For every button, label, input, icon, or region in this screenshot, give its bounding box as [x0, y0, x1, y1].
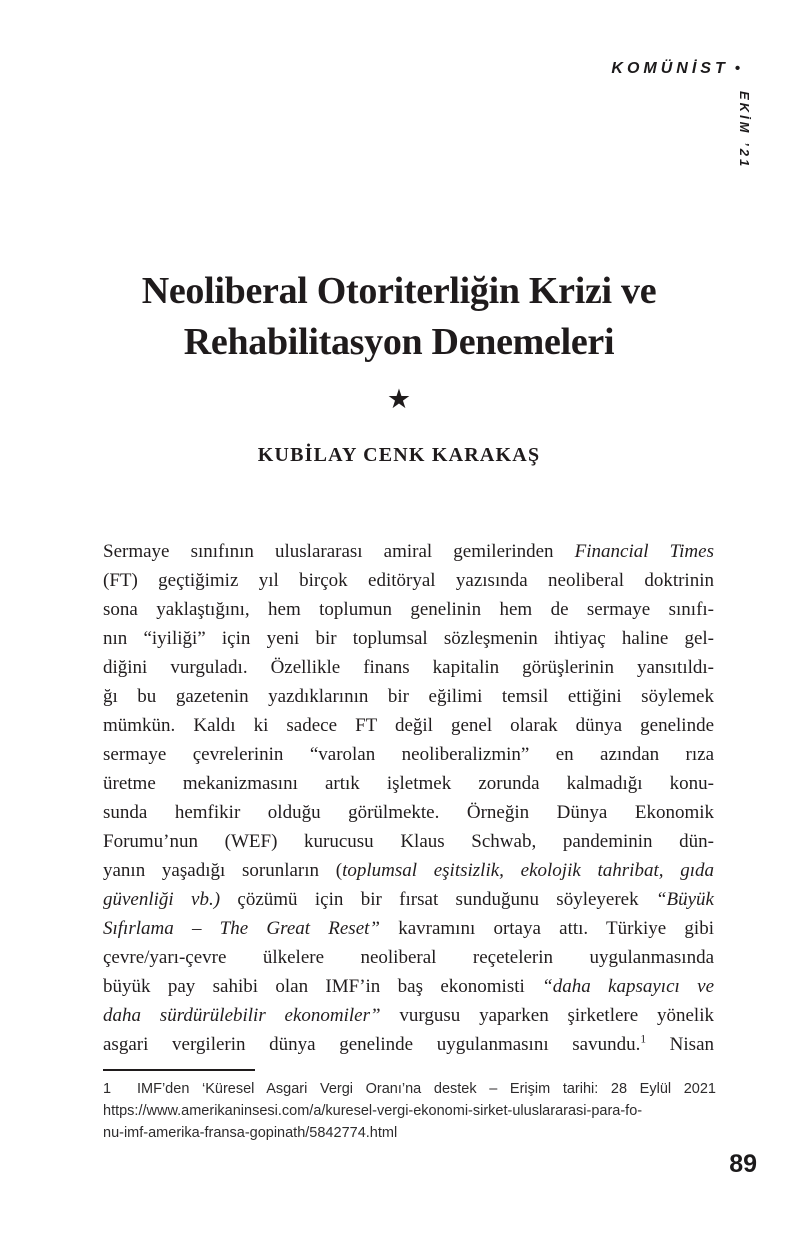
body-line [103, 972, 714, 1001]
text-segment: toplumsal eşitsizlik, ekolojik tahribat, gıda [342, 860, 714, 881]
text-segment: çözümü için bir fırsat sunduğunu söyleyerek [220, 889, 656, 910]
text-segment: güvenliği vb.) [103, 889, 221, 910]
text-segment: mümkün. Kaldı ki sadece FT değil genel olarak dünya genelinde [103, 715, 714, 736]
footnote-url: nu-imf-amerika-fransa-gopinath/5842774.html [103, 1125, 398, 1141]
text-segment: üretme mekanizmasını artık işletmek zorunda kalmadığı konu- [103, 773, 714, 794]
body-line [103, 798, 714, 827]
text-segment: çevre/yarı-çevre ülkelere neoliberal reçetelerin uygulanmasında [103, 947, 714, 968]
journal-name: KOMÜNİST [611, 60, 729, 77]
body-line [103, 740, 714, 769]
text-segment: Forumu’nun (WEF) kurucusu Klaus Schwab, pandeminin dün- [103, 831, 714, 852]
article-title [0, 266, 798, 368]
text-segment: “daha kapsayıcı ve [542, 976, 715, 997]
footnote-line [103, 1122, 716, 1144]
title-line-2: Rehabilitasyon Denemeleri [183, 321, 615, 363]
body-line [103, 769, 714, 798]
text-segment: yanın yaşadığı sorunların ( [103, 860, 343, 881]
body-line [103, 943, 714, 972]
issue-label: EKİM ’21 [737, 91, 752, 170]
text-segment: büyük pay sahibi olan IMF’in baş ekonomisti [103, 976, 543, 997]
body-line [103, 827, 714, 856]
text-segment: nın “iyiliği” için yeni bir toplumsal sözleşmenin ihtiyaç haline gel- [103, 628, 714, 649]
body-line [103, 856, 714, 885]
text-segment: vurgusu yaparken şirketlere yönelik [380, 1005, 714, 1026]
text-segment: asgari vergilerin dünya genelinde uygulanmasını savundu. [103, 1034, 641, 1055]
body-line [103, 682, 714, 711]
text-segment: kavramını ortaya attı. Türkiye gibi [379, 918, 714, 939]
body-line [103, 1001, 714, 1030]
star-icon: ★ [386, 384, 412, 414]
bullet-icon: • [734, 60, 740, 77]
footnote-line [103, 1078, 716, 1100]
text-segment: (FT) geçtiğimiz yıl birçok editöryal yazısında neoliberal doktrinin [103, 570, 714, 591]
footnote-rule [103, 1069, 255, 1071]
title-line-1: Neoliberal Otoriterliğin Krizi ve [141, 270, 657, 312]
text-segment: Sıfırlama – The Great Reset” [103, 918, 380, 939]
text-segment: “Büyük [655, 889, 714, 910]
page-number: 89 [729, 1150, 757, 1178]
body-line [103, 537, 714, 566]
text-segment: sona yaklaştığını, hem toplumun genelinin hem de sermaye sınıfı- [103, 599, 714, 620]
footnote-reference: 1 [640, 1033, 647, 1046]
body-line [103, 566, 714, 595]
text-segment: diğini vurguladı. Özellikle finans kapitalin görüşlerinin yansıtıldı- [103, 657, 714, 678]
text-segment: ğı bu gazetenin yazdıklarının bir eğilimi temsil ettiğini söylemek [103, 686, 714, 707]
footnote-line [103, 1100, 716, 1122]
footnote [103, 1078, 716, 1144]
body-line [103, 1030, 714, 1059]
body-line [103, 653, 714, 682]
journal-masthead [611, 60, 740, 78]
text-segment: Nisan [646, 1034, 714, 1055]
text-segment: Sermaye sınıfının uluslararası amiral gemilerinden [103, 541, 575, 562]
body-line [103, 885, 714, 914]
text-segment: Financial Times [574, 541, 714, 562]
text-segment: sermaye çevrelerinin “varolan neoliberalizmin” en azından rıza [103, 744, 714, 765]
body-line [103, 624, 714, 653]
body-paragraph [103, 537, 714, 1059]
text-segment: daha sürdürülebilir ekonomiler” [103, 1005, 381, 1026]
author-name: KUBİLAY CENK KARAKAŞ [257, 444, 541, 466]
body-line [103, 711, 714, 740]
footnote-text: IMF’den ‘Küresel Asgari Vergi Oranı’na destek – Erişim tarihi: 28 Eylül 2021 [137, 1081, 716, 1097]
footnote-url: https://www.amerikaninsesi.com/a/kuresel-vergi-ekonomi-sirket-uluslararasi-para-fo- [103, 1103, 643, 1119]
body-line [103, 914, 714, 943]
footnote-marker: 1 [103, 1081, 112, 1097]
body-line [103, 595, 714, 624]
text-segment: sunda hemfikir olduğu görülmekte. Örneğin Dünya Ekonomik [103, 802, 714, 823]
